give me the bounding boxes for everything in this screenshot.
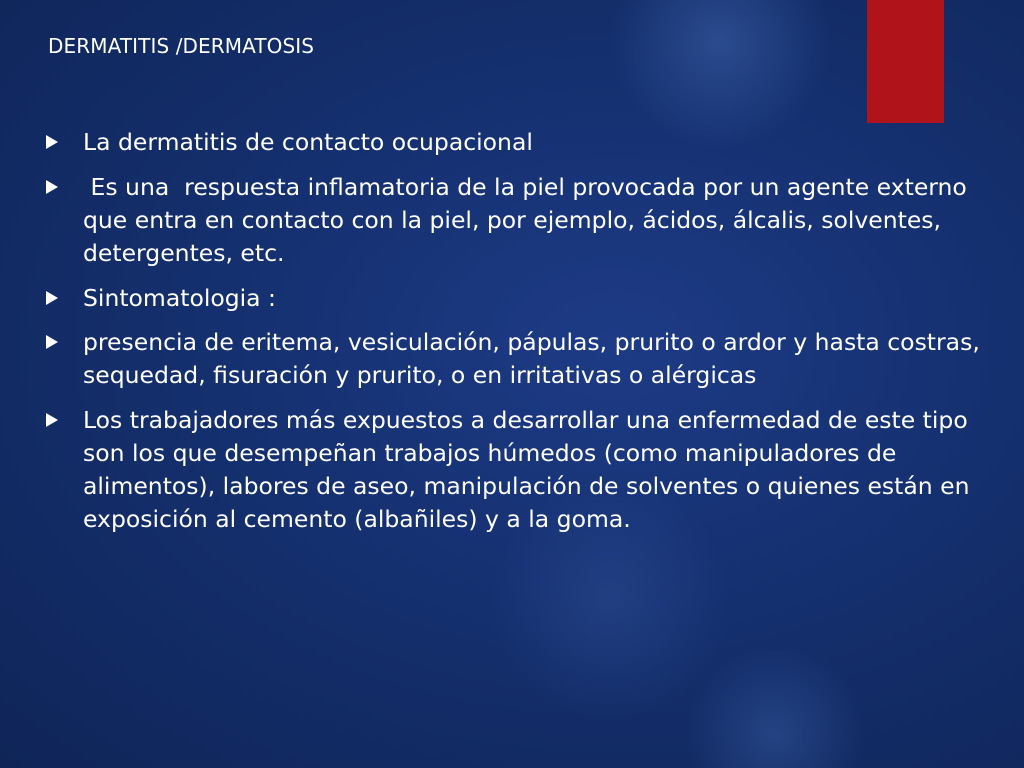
right-triangle-arrow-icon: [46, 291, 58, 305]
right-triangle-arrow-icon: [46, 135, 58, 149]
right-triangle-arrow-icon: [46, 413, 58, 427]
right-triangle-arrow-icon: [46, 335, 58, 349]
bullet-item-3: [46, 282, 986, 315]
red-accent-bar: [867, 0, 944, 123]
bullet-list: [46, 126, 986, 548]
bullet-text-3: Sintomatologia :: [83, 283, 276, 312]
bullet-item-5: [46, 404, 986, 536]
bullet-item-1: [46, 126, 986, 159]
slide-title: DERMATITIS /DERMATOSIS: [48, 34, 315, 58]
bullet-text-2: Es una respuesta inflamatoria de la piel provocada por un agente externo que entra en contacto con la piel, por ejemplo, ácidos, álcalis, solventes, detergentes, etc.: [83, 172, 975, 267]
bullet-item-2: [46, 171, 986, 270]
bullet-text-4: presencia de eritema, vesiculación, pápulas, prurito o ardor y hasta costras, sequedad, fisuración y prurito, o en irritativas o alérgicas: [83, 328, 988, 390]
bullet-text-1: La dermatitis de contacto ocupacional: [83, 128, 533, 156]
bullet-text-5: Los trabajadores más expuestos a desarrollar una enfermedad de este tipo son los que desempeñan trabajos húmedos (como manipuladores de alimentos), labores de aseo, manipulación de solventes o quienes están en exposición al cemento (albañiles) y a la goma.: [83, 406, 977, 533]
bullet-item-4: [46, 326, 986, 392]
right-triangle-arrow-icon: [46, 180, 58, 194]
